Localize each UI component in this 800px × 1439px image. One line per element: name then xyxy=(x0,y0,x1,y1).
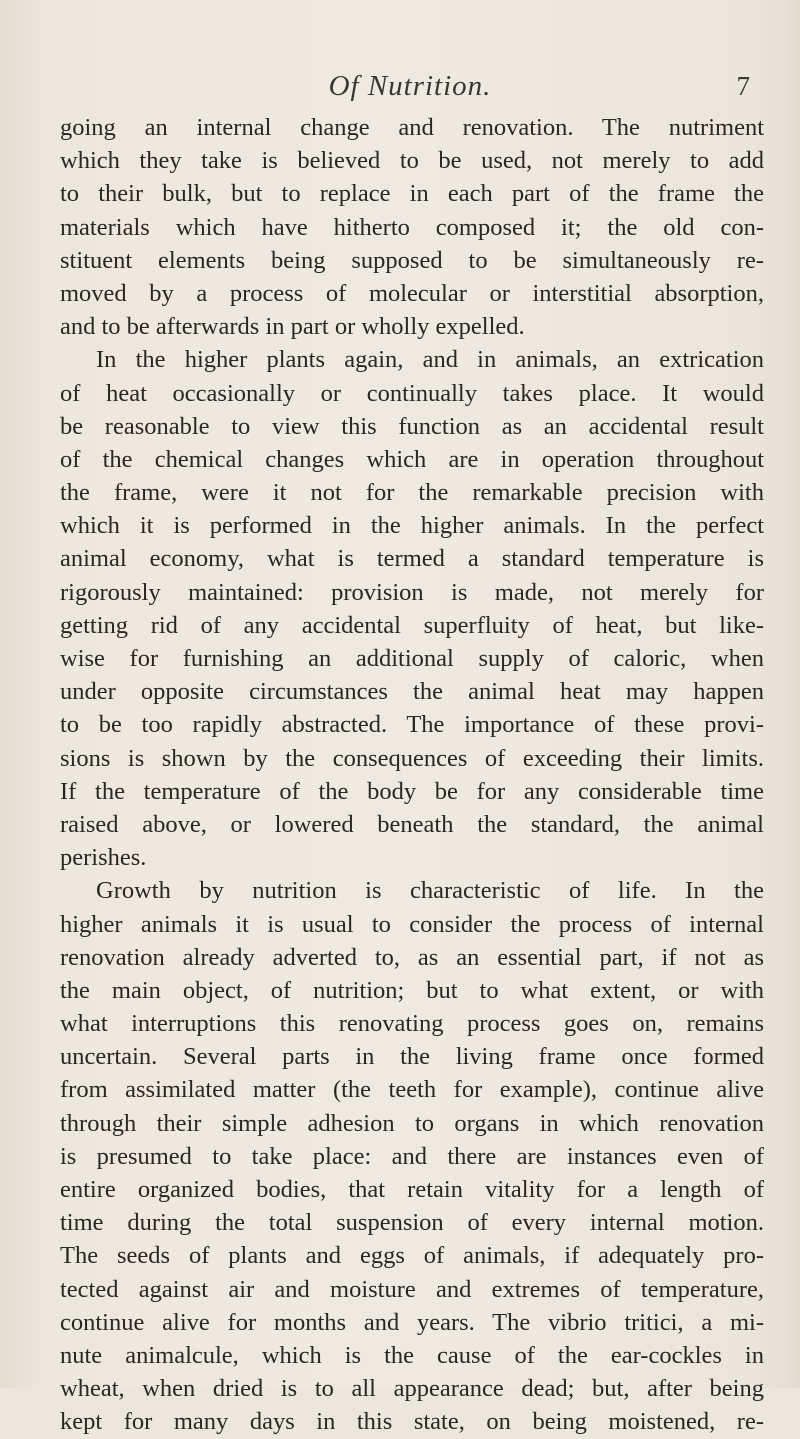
text-line: perishes. xyxy=(60,844,147,872)
text-line: nute animalcule, which is the cause of the ear-cockles in xyxy=(60,1341,764,1369)
text-line: the main object, of nutrition; but to what extent, or with xyxy=(60,976,764,1004)
text-line: going an internal change and renovation. The nutriment xyxy=(60,114,764,141)
text-line: The seeds of plants and eggs of animals, if adequately pro- xyxy=(60,1242,764,1270)
text-line: sions is shown by the consequences of exceeding their limits. xyxy=(60,744,764,772)
page-number: 7 xyxy=(736,71,750,101)
text-line: Growth by nutrition is characteristic of life. In the xyxy=(96,877,764,905)
running-title: Of Nutrition. xyxy=(328,70,492,102)
text-line: the frame, were it not for the remarkable precision with xyxy=(60,479,764,507)
text-line: of heat occasionally or continually takes place. It would xyxy=(60,379,764,407)
running-head xyxy=(60,66,760,106)
text-line: wise for furnishing an additional supply of caloric, when xyxy=(60,645,764,672)
text-line: animal economy, what is termed a standard temperature is xyxy=(60,545,764,573)
text-line: to their bulk, but to replace in each part of the frame the xyxy=(60,180,764,208)
text-line: which it is performed in the higher animals. In the perfect xyxy=(60,512,764,540)
body-text xyxy=(60,111,764,1439)
text-line: entire organized bodies, that retain vitality for a length of xyxy=(60,1176,764,1203)
text-line: which they take is believed to be used, not merely to add xyxy=(60,147,764,175)
text-line: moved by a process of molecular or interstitial absorption, xyxy=(60,279,764,307)
text-line: materials which have hitherto composed it; the old con- xyxy=(60,213,764,241)
text-line: of the chemical changes which are in operation throughout xyxy=(60,445,764,473)
text-line: through their simple adhesion to organs in which renovation xyxy=(60,1109,764,1137)
text-line: and to be afterwards in part or wholly expelled. xyxy=(60,313,525,341)
text-line: what interruptions this renovating process goes on, remains xyxy=(60,1010,764,1038)
text-line: under opposite circumstances the animal heat may happen xyxy=(60,678,764,706)
text-line: If the temperature of the body be for any considerable time xyxy=(60,777,764,805)
text-line: to be too rapidly abstracted. The importance of these provi- xyxy=(60,711,764,739)
text-line: renovation already adverted to, as an essential part, if not as xyxy=(60,943,764,971)
text-line: is presumed to take place: and there are instances even of xyxy=(60,1142,764,1170)
text-line: rigorously maintained: provision is made, not merely for xyxy=(60,578,764,606)
text-line: wheat, when dried is to all appearance dead; but, after being xyxy=(60,1375,764,1403)
text-line: tected against air and moisture and extremes of temperature, xyxy=(60,1275,764,1303)
text-line: continue alive for months and years. The vibrio tritici, a mi- xyxy=(60,1308,764,1336)
text-line: kept for many days in this state, on being moistened, re- xyxy=(60,1408,764,1436)
text-line: raised above, or lowered beneath the standard, the animal xyxy=(60,810,764,838)
text-line: be reasonable to view this function as an accidental result xyxy=(60,412,764,440)
text-line: time during the total suspension of every internal motion. xyxy=(60,1209,764,1237)
text-line: stituent elements being supposed to be simultaneously re- xyxy=(60,246,764,274)
text-line: uncertain. Several parts in the living frame once formed xyxy=(60,1043,764,1071)
text-line: from assimilated matter (the teeth for example), continue alive xyxy=(60,1076,764,1104)
text-line: higher animals it is usual to consider the process of internal xyxy=(60,910,764,938)
text-line: In the higher plants again, and in animals, an extrication xyxy=(96,346,764,374)
text-line: getting rid of any accidental superfluity of heat, but like- xyxy=(60,611,764,639)
